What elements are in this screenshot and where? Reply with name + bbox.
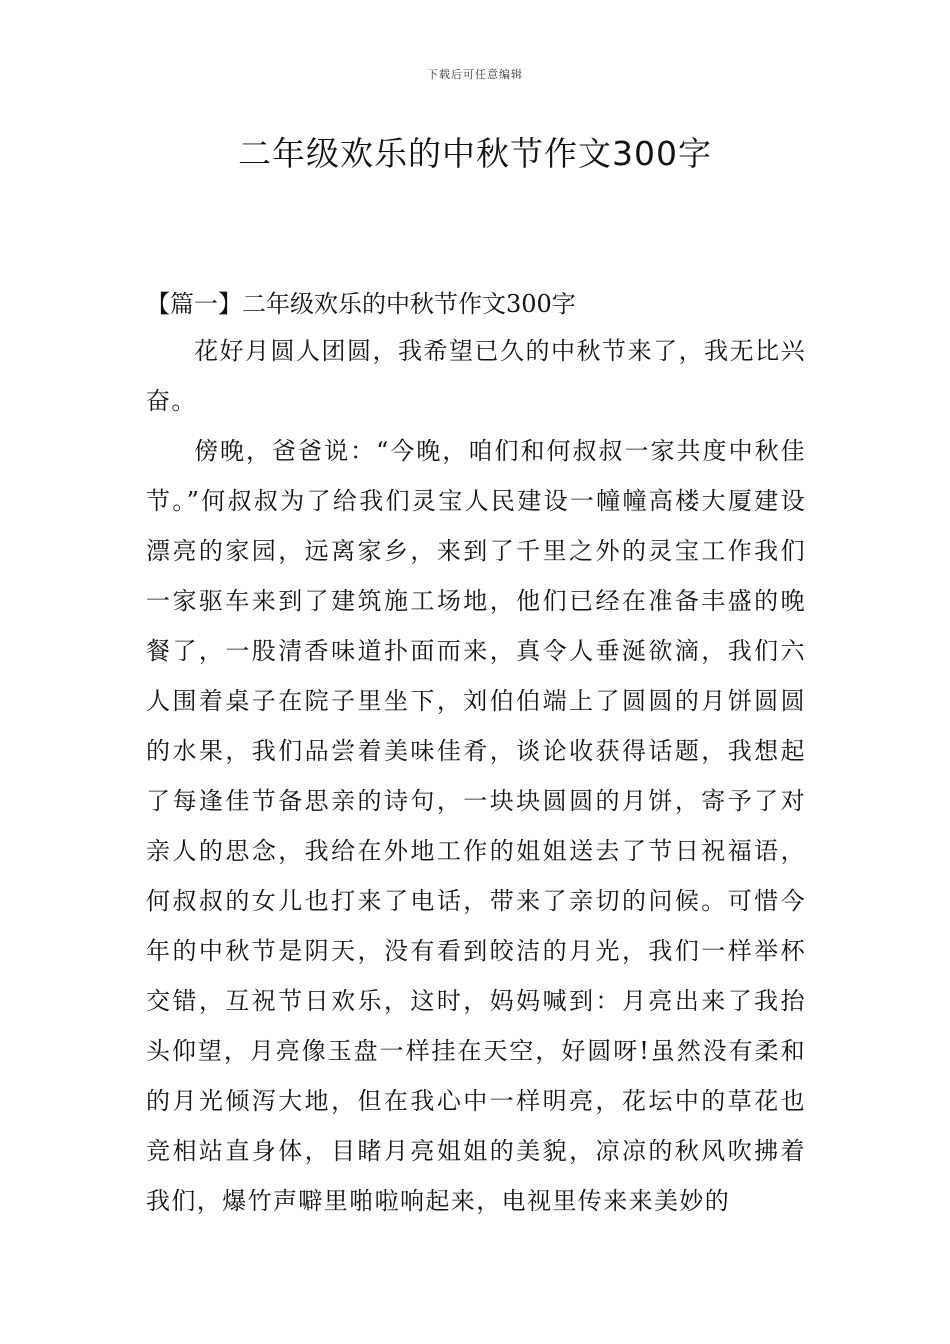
paragraph-1: 花好月圆人团圆，我希望已久的中秋节来了，我无比兴奋。 bbox=[146, 337, 806, 415]
document-body bbox=[146, 326, 806, 1226]
paragraph-2: 傍晚，爸爸说：“今晚，咱们和何叔叔一家共度中秋佳节。”何叔叔为了给我们灵宝人民建设一幢幢高楼大厦建设漂亮的家园，远离家乡，来到了千里之外的灵宝工作我们一家驱车来到了建筑施工场地，他们已经在准备丰盛的晚餐了，一股清香味道扑面而来，真令人垂涎欲滴，我们六人围着桌子在院子里坐下，刘伯伯端上了圆圆的月饼圆圆的水果，我们品尝着美味佳肴，谈论收获得话题，我想起了每逢佳节备思亲的诗句，一块块圆圆的月饼，寄予了对亲人的思念，我给在外地工作的姐姐送去了节日祝福语，何叔叔的女儿也打来了电话，带来了亲切的问候。可惜今年的中秋节是阴天，没有看到皎洁的月光，我们一样举杯交错，互祝节日欢乐，这时，妈妈喊到：月亮出来了我抬头仰望，月亮像玉盘一样挂在天空，好圆呀!虽然没有柔和的月光倾泻大地，但在我心中一样明亮，花坛中的草花也竞相站直身体，目睹月亮姐姐的美貌，凉凉的秋风吹拂着我们，爆竹声噼里啪啦响起来，电视里传来来美妙的 bbox=[146, 437, 806, 1215]
document-title: 二年级欢乐的中秋节作文300字 bbox=[238, 134, 712, 173]
section-heading: 【篇一】二年级欢乐的中秋节作文300字 bbox=[146, 290, 576, 318]
header-note: 下载后可任意编辑 bbox=[427, 68, 523, 81]
